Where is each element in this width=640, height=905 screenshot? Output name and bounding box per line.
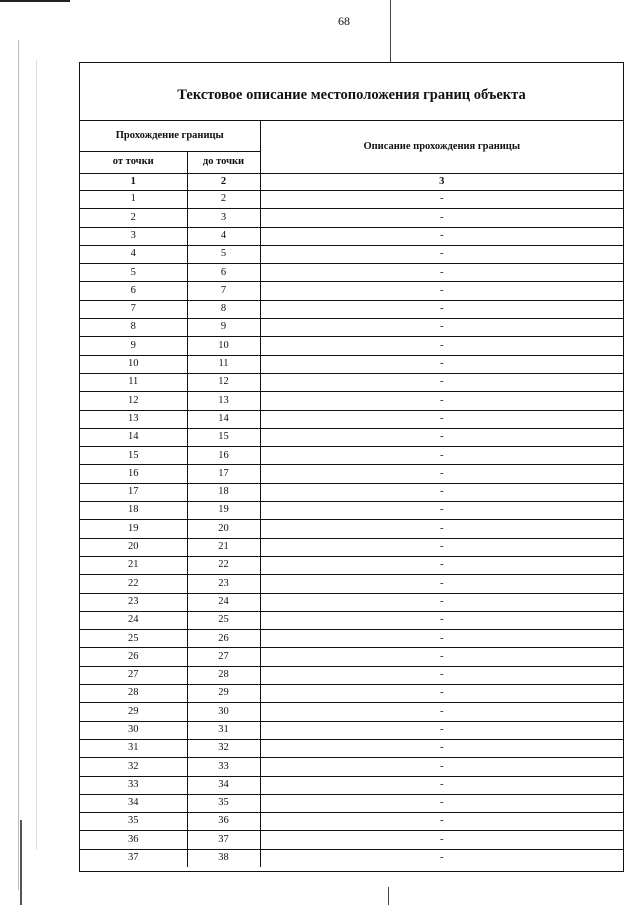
column-number-row [80, 174, 623, 191]
cell-to-point: 37 [187, 831, 260, 849]
cell-description: - [260, 227, 623, 245]
cell-to-point: 35 [187, 794, 260, 812]
scan-mark [390, 0, 391, 62]
cell-description: - [260, 611, 623, 629]
table-row [80, 410, 623, 428]
cell-description: - [260, 831, 623, 849]
column-number: 1 [80, 174, 187, 191]
cell-description: - [260, 520, 623, 538]
document-frame [79, 62, 624, 872]
cell-from-point: 35 [80, 813, 187, 831]
cell-description: - [260, 648, 623, 666]
cell-to-point: 16 [187, 447, 260, 465]
cell-description: - [260, 282, 623, 300]
cell-to-point: 31 [187, 721, 260, 739]
cell-from-point: 17 [80, 483, 187, 501]
cell-from-point: 4 [80, 245, 187, 263]
cell-from-point: 27 [80, 666, 187, 684]
cell-from-point: 1 [80, 191, 187, 209]
cell-description: - [260, 776, 623, 794]
cell-to-point: 23 [187, 575, 260, 593]
cell-description: - [260, 813, 623, 831]
cell-to-point: 30 [187, 703, 260, 721]
column-number: 2 [187, 174, 260, 191]
table-row [80, 447, 623, 465]
cell-from-point: 6 [80, 282, 187, 300]
cell-description: - [260, 666, 623, 684]
cell-description: - [260, 721, 623, 739]
cell-description: - [260, 428, 623, 446]
cell-from-point: 7 [80, 300, 187, 318]
cell-description: - [260, 410, 623, 428]
header-to-point: до точки [187, 152, 260, 174]
cell-from-point: 28 [80, 685, 187, 703]
table-row [80, 373, 623, 391]
cell-description: - [260, 794, 623, 812]
cell-to-point: 4 [187, 227, 260, 245]
cell-from-point: 36 [80, 831, 187, 849]
table-row [80, 227, 623, 245]
table-row [80, 739, 623, 757]
column-number: 3 [260, 174, 623, 191]
cell-to-point: 11 [187, 355, 260, 373]
table-row [80, 611, 623, 629]
scan-mark [388, 887, 389, 905]
table-row [80, 245, 623, 263]
cell-from-point: 26 [80, 648, 187, 666]
header-description: Описание прохождения границы [260, 121, 623, 174]
table-row [80, 556, 623, 574]
cell-description: - [260, 758, 623, 776]
table-row [80, 831, 623, 849]
cell-to-point: 34 [187, 776, 260, 794]
cell-to-point: 8 [187, 300, 260, 318]
cell-description: - [260, 209, 623, 227]
table-row [80, 264, 623, 282]
cell-from-point: 29 [80, 703, 187, 721]
table-row [80, 502, 623, 520]
table-row [80, 465, 623, 483]
cell-description: - [260, 483, 623, 501]
cell-from-point: 14 [80, 428, 187, 446]
cell-description: - [260, 245, 623, 263]
cell-from-point: 16 [80, 465, 187, 483]
table-row [80, 538, 623, 556]
cell-description: - [260, 685, 623, 703]
cell-to-point: 14 [187, 410, 260, 428]
table-row [80, 575, 623, 593]
cell-from-point: 30 [80, 721, 187, 739]
cell-to-point: 5 [187, 245, 260, 263]
cell-description: - [260, 447, 623, 465]
cell-description: - [260, 264, 623, 282]
cell-to-point: 28 [187, 666, 260, 684]
cell-from-point: 13 [80, 410, 187, 428]
cell-description: - [260, 538, 623, 556]
cell-description: - [260, 319, 623, 337]
table-row [80, 300, 623, 318]
cell-description: - [260, 849, 623, 867]
cell-to-point: 13 [187, 392, 260, 410]
cell-from-point: 3 [80, 227, 187, 245]
cell-to-point: 9 [187, 319, 260, 337]
cell-description: - [260, 392, 623, 410]
cell-description: - [260, 593, 623, 611]
cell-description: - [260, 739, 623, 757]
table-row [80, 520, 623, 538]
cell-description: - [260, 575, 623, 593]
cell-from-point: 20 [80, 538, 187, 556]
cell-from-point: 9 [80, 337, 187, 355]
cell-to-point: 29 [187, 685, 260, 703]
cell-description: - [260, 630, 623, 648]
cell-from-point: 11 [80, 373, 187, 391]
cell-from-point: 32 [80, 758, 187, 776]
cell-description: - [260, 355, 623, 373]
cell-to-point: 19 [187, 502, 260, 520]
table-row [80, 392, 623, 410]
table-row [80, 355, 623, 373]
table-row [80, 703, 623, 721]
scan-mark [0, 0, 70, 2]
cell-to-point: 12 [187, 373, 260, 391]
cell-description: - [260, 337, 623, 355]
cell-from-point: 25 [80, 630, 187, 648]
cell-from-point: 23 [80, 593, 187, 611]
cell-to-point: 33 [187, 758, 260, 776]
cell-to-point: 17 [187, 465, 260, 483]
table-row [80, 849, 623, 867]
table-row [80, 685, 623, 703]
scan-mark [36, 60, 37, 850]
cell-from-point: 8 [80, 319, 187, 337]
cell-to-point: 25 [187, 611, 260, 629]
header-boundary-passage: Прохождение границы [80, 121, 260, 152]
cell-to-point: 36 [187, 813, 260, 831]
cell-from-point: 5 [80, 264, 187, 282]
scan-mark [18, 40, 19, 890]
table-row [80, 813, 623, 831]
cell-to-point: 38 [187, 849, 260, 867]
cell-from-point: 21 [80, 556, 187, 574]
cell-to-point: 18 [187, 483, 260, 501]
cell-from-point: 31 [80, 739, 187, 757]
cell-to-point: 2 [187, 191, 260, 209]
table-row [80, 191, 623, 209]
cell-from-point: 33 [80, 776, 187, 794]
header-from-point: от точки [80, 152, 187, 174]
table-row [80, 337, 623, 355]
table-row [80, 721, 623, 739]
cell-from-point: 18 [80, 502, 187, 520]
table-row [80, 593, 623, 611]
cell-to-point: 27 [187, 648, 260, 666]
cell-description: - [260, 502, 623, 520]
cell-to-point: 7 [187, 282, 260, 300]
table-row [80, 666, 623, 684]
cell-description: - [260, 703, 623, 721]
cell-description: - [260, 465, 623, 483]
cell-from-point: 10 [80, 355, 187, 373]
cell-to-point: 10 [187, 337, 260, 355]
table-row [80, 428, 623, 446]
cell-to-point: 6 [187, 264, 260, 282]
cell-to-point: 24 [187, 593, 260, 611]
cell-from-point: 2 [80, 209, 187, 227]
cell-from-point: 12 [80, 392, 187, 410]
cell-to-point: 32 [187, 739, 260, 757]
boundary-table [80, 121, 623, 867]
table-row [80, 483, 623, 501]
cell-description: - [260, 556, 623, 574]
cell-to-point: 26 [187, 630, 260, 648]
table-row [80, 319, 623, 337]
cell-description: - [260, 300, 623, 318]
scan-mark [20, 820, 22, 905]
cell-from-point: 24 [80, 611, 187, 629]
cell-from-point: 37 [80, 849, 187, 867]
cell-from-point: 22 [80, 575, 187, 593]
table-row [80, 794, 623, 812]
cell-to-point: 20 [187, 520, 260, 538]
table-row [80, 630, 623, 648]
cell-to-point: 22 [187, 556, 260, 574]
table-row [80, 209, 623, 227]
table-row [80, 776, 623, 794]
cell-to-point: 15 [187, 428, 260, 446]
cell-from-point: 19 [80, 520, 187, 538]
table-row [80, 758, 623, 776]
cell-description: - [260, 191, 623, 209]
cell-from-point: 34 [80, 794, 187, 812]
page-number: 68 [338, 14, 350, 28]
cell-description: - [260, 373, 623, 391]
table-row [80, 648, 623, 666]
cell-from-point: 15 [80, 447, 187, 465]
cell-to-point: 21 [187, 538, 260, 556]
table-row [80, 282, 623, 300]
document-title: Текстовое описание местоположения границ объекта [80, 63, 623, 121]
cell-to-point: 3 [187, 209, 260, 227]
